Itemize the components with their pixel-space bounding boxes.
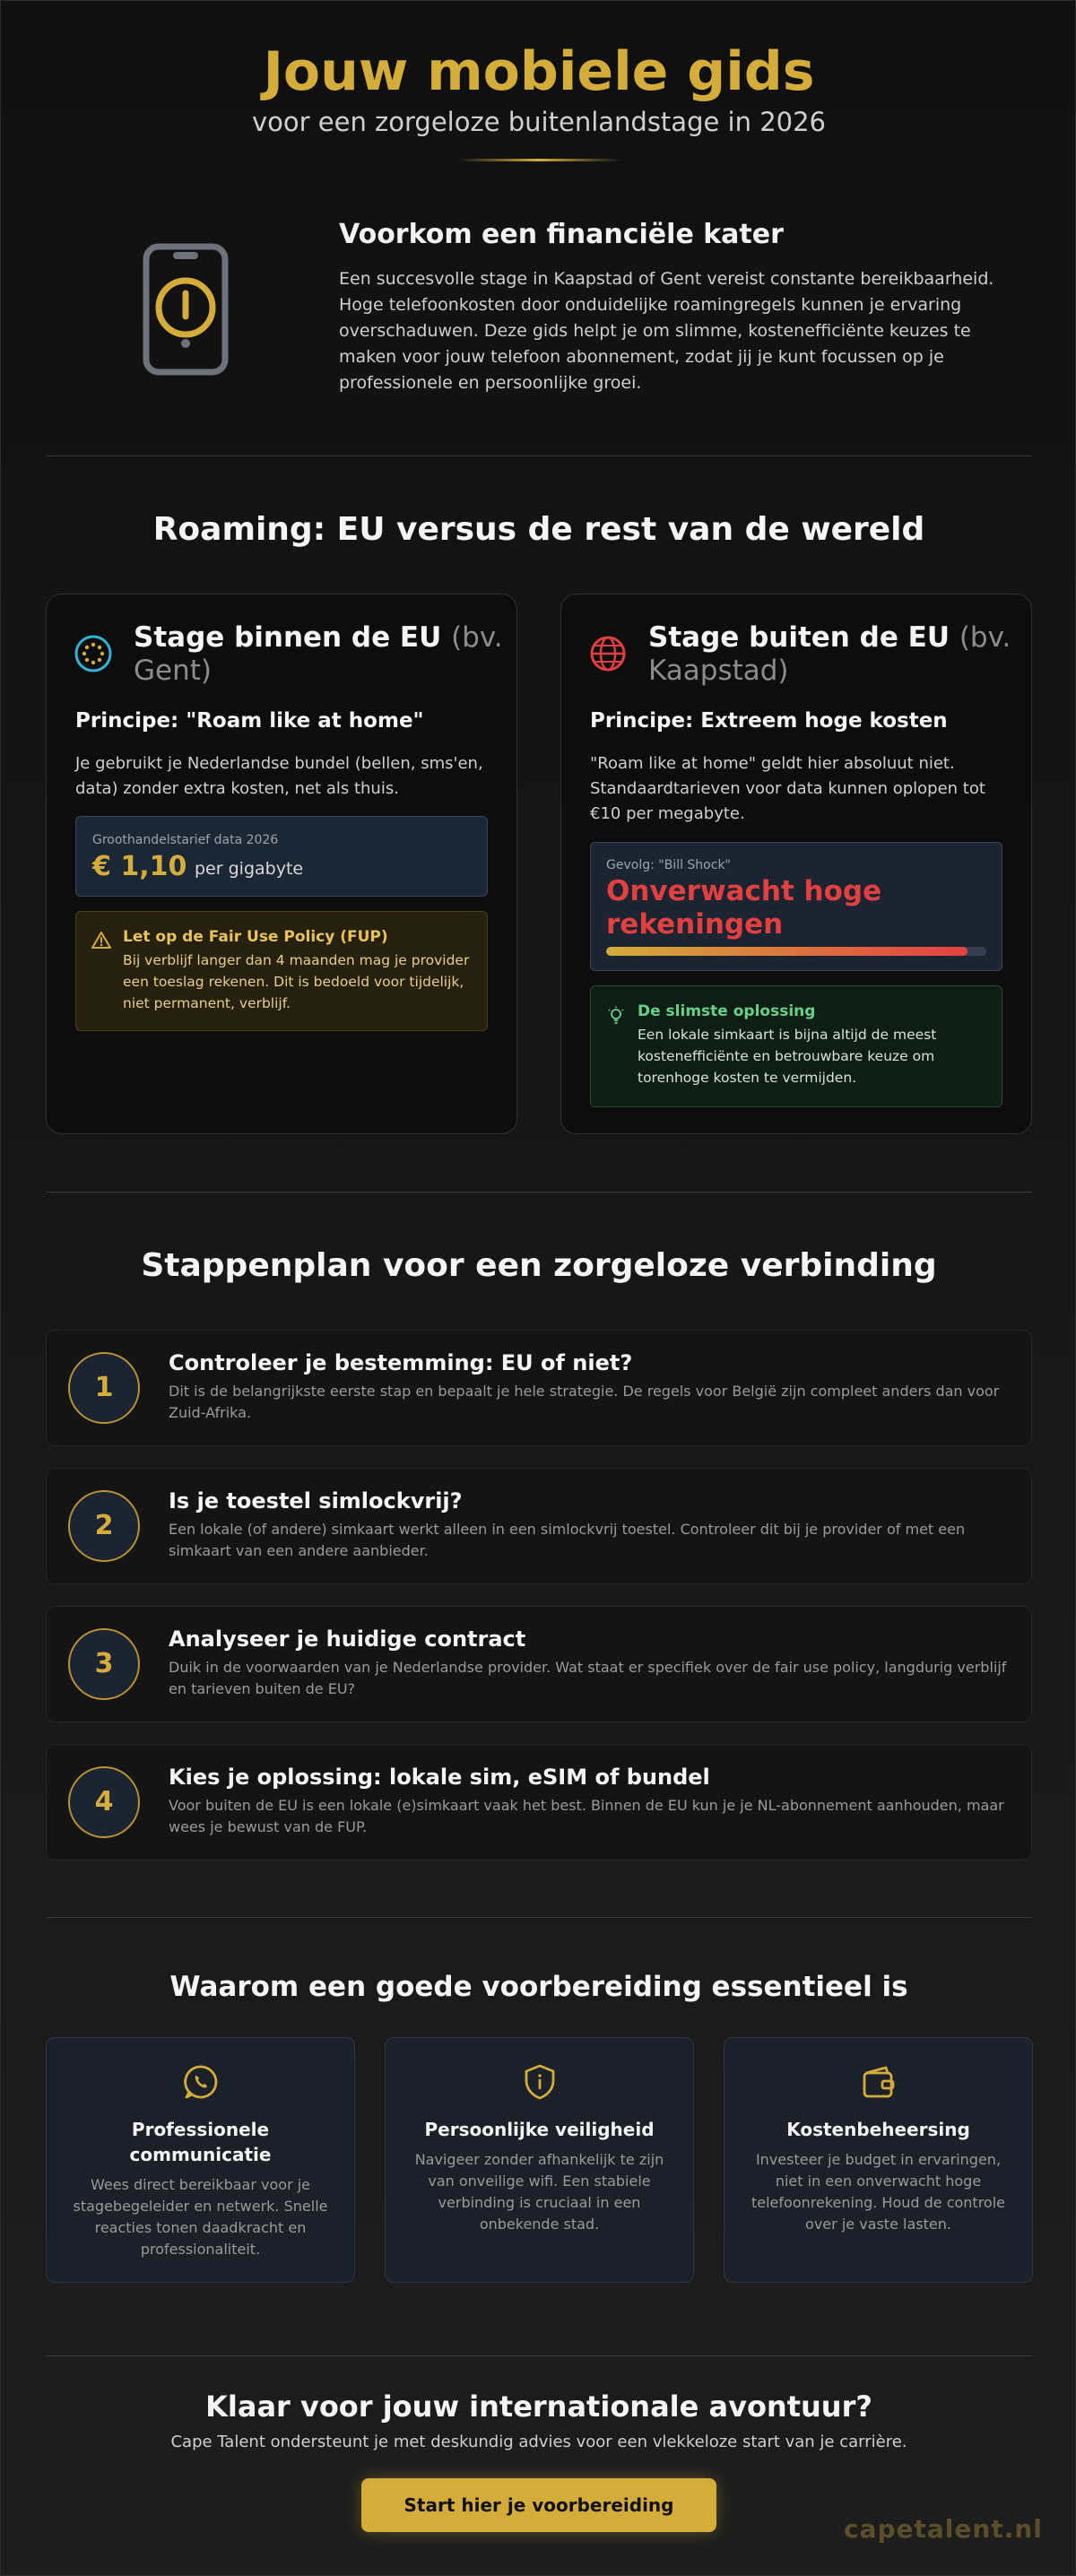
step-number: 4 [68, 1766, 140, 1838]
step-text: Dit is de belangrijkste eerste stap en bepaalt je hele strategie. De regels voor België zijn compleet anders dan voor Zuid-Afrika. [169, 1383, 1000, 1421]
lightbulb-icon [606, 1006, 626, 1026]
eu-text: Je gebruikt je Nederlandse bundel (bellen, sms'en, data) zonder extra kosten, net als thuis. [75, 754, 483, 798]
non-eu-principle: Principe: Extreem hoge kosten [590, 709, 948, 733]
why-card-title: Kostenbeheersing [786, 2119, 970, 2140]
step-title: Analyseer je huidige contract [169, 1626, 526, 1652]
bill-shock-box [590, 842, 1002, 971]
non-eu-card-example: (bv. Kaapstad) [648, 621, 1011, 687]
non-eu-card-title: Stage buiten de EU (bv. Kaapstad) [648, 621, 1011, 687]
step-item [46, 1468, 1032, 1584]
eu-card [46, 594, 517, 1134]
step-title: Controleer je bestemming: EU of niet? [169, 1350, 633, 1375]
rate-value: € 1,10 [92, 851, 187, 882]
warning-icon [91, 930, 112, 951]
step-item [46, 1744, 1032, 1860]
smart-solution-tip [590, 985, 1002, 1107]
intro-text: Een succesvolle stage in Kaapstad of Gent vereist constante bereikbaarheid. Hoge telefoonkosten door onduidelijke roamingregels kunnen je ervaring overschaduwen. Deze gids helpt je om slimme, kostenefficiënte keuzes te maken voor jouw telefoon abonnement, zodat jij je kunt focussen op je professionele en persoonlijke groei. [339, 269, 994, 393]
title-underline [456, 159, 621, 161]
why-card-title: Persoonlijke veiligheid [424, 2119, 655, 2140]
step-number: 1 [68, 1352, 140, 1424]
tip-title: De slimste oplossing [638, 1002, 816, 1020]
rate-box [75, 816, 488, 897]
step-text: Een lokale (of andere) simkaart werkt alleen in een simlockvrij toestel. Controleer dit bij je provider of met een simkaart van een andere aanbieder. [169, 1521, 966, 1559]
step-item [46, 1606, 1032, 1722]
why-card [724, 2037, 1033, 2283]
whatsapp-icon [181, 2062, 221, 2102]
cta-title: Klaar voor jouw internationale avontuur? [205, 2390, 872, 2424]
intro-title: Voorkom een financiële kater [339, 219, 784, 250]
why-card [46, 2037, 355, 2283]
bill-shock-bar-fill [606, 947, 968, 956]
bill-shock-label: Gevolg: "Bill Shock" [606, 858, 731, 872]
fup-title: Let op de Fair Use Policy (FUP) [123, 928, 388, 946]
step-title: Is je toestel simlockvrij? [169, 1488, 463, 1514]
globe-icon [588, 634, 628, 673]
eu-card-example: (bv. Gent) [134, 621, 503, 687]
divider [46, 1917, 1032, 1918]
divider [46, 455, 1032, 456]
why-card-title: Professionele communicatie [129, 2119, 272, 2165]
rate-label: Groothandelstarief data 2026 [92, 833, 279, 847]
step-text: Duik in de voorwaarden van je Nederlandse provider. Wat staat er specifiek over de fair use policy, langdurig verblijf en tarieven buiten de EU? [169, 1659, 1007, 1697]
shield-info-icon [520, 2062, 560, 2102]
steps-title: Stappenplan voor een zorgeloze verbinding [141, 1247, 937, 1284]
roaming-title: Roaming: EU versus de rest van de wereld [152, 511, 925, 548]
step-number: 3 [68, 1628, 140, 1700]
eu-principle: Principe: "Roam like at home" [75, 709, 424, 733]
why-card-text: Navigeer zonder afhankelijk te zijn van onveilige wifi. Een stabiele verbinding is cruciaal in een onbekende stad. [414, 2151, 664, 2233]
divider [46, 1192, 1032, 1193]
bill-shock-bar [606, 947, 986, 956]
fup-warning [75, 911, 488, 1031]
tip-text: Een lokale simkaart is bijna altijd de meest kostenefficiënte en betrouwbare keuze om torenhoge kosten te vermijden. [638, 1027, 937, 1086]
page-title: Jouw mobiele gids [263, 40, 815, 103]
why-card-text: Wees direct bereikbaar voor je stagebegeleider en netwerk. Snelle reacties tonen daadkracht en professionaliteit. [73, 2176, 328, 2258]
rate-unit: per gigabyte [195, 859, 304, 879]
cta-subtitle: Cape Talent ondersteunt je met deskundig advies voor een vlekkeloze start van je carrière. [170, 2433, 907, 2451]
page-subtitle: voor een zorgeloze buitenlandstage in 2026 [251, 107, 826, 137]
fup-text: Bij verblijf langer dan 4 maanden mag je provider een toeslag rekenen. Dit is bedoeld voor tijdelijk, niet permanent, verblijf. [123, 952, 470, 1011]
divider [46, 2355, 1032, 2356]
step-text: Voor buiten de EU is een lokale (e)simkaart vaak het best. Binnen de EU kun je je NL-abonnement aanhouden, maar wees je bewust van de FUP. [169, 1797, 1004, 1835]
eu-stars-icon [74, 634, 113, 673]
eu-card-title: Stage binnen de EU (bv. Gent) [134, 621, 503, 687]
non-eu-text: "Roam like at home" geldt hier absoluut niet. Standaardtarieven voor data kunnen oplopen tot €10 per megabyte. [590, 754, 985, 823]
bill-shock-value: Onverwacht hoge rekeningen [606, 875, 882, 941]
wallet-icon [859, 2062, 898, 2102]
brand-logo[interactable]: capetalent.nl [844, 2514, 1043, 2544]
step-item [46, 1330, 1032, 1446]
phone-alert-icon [143, 243, 229, 376]
why-title: Waarom een goede voorbereiding essentieel is [169, 1971, 908, 2003]
step-number: 2 [68, 1490, 140, 1562]
non-eu-card [560, 594, 1032, 1134]
why-card-text: Investeer je budget in ervaringen, niet in een onverwacht hoge telefoonrekening. Houd de controle over je vaste lasten. [751, 2151, 1005, 2233]
start-preparation-button[interactable]: Start hier je voorbereiding [361, 2478, 716, 2532]
why-card [385, 2037, 694, 2283]
step-title: Kies je oplossing: lokale sim, eSIM of bundel [169, 1765, 710, 1790]
